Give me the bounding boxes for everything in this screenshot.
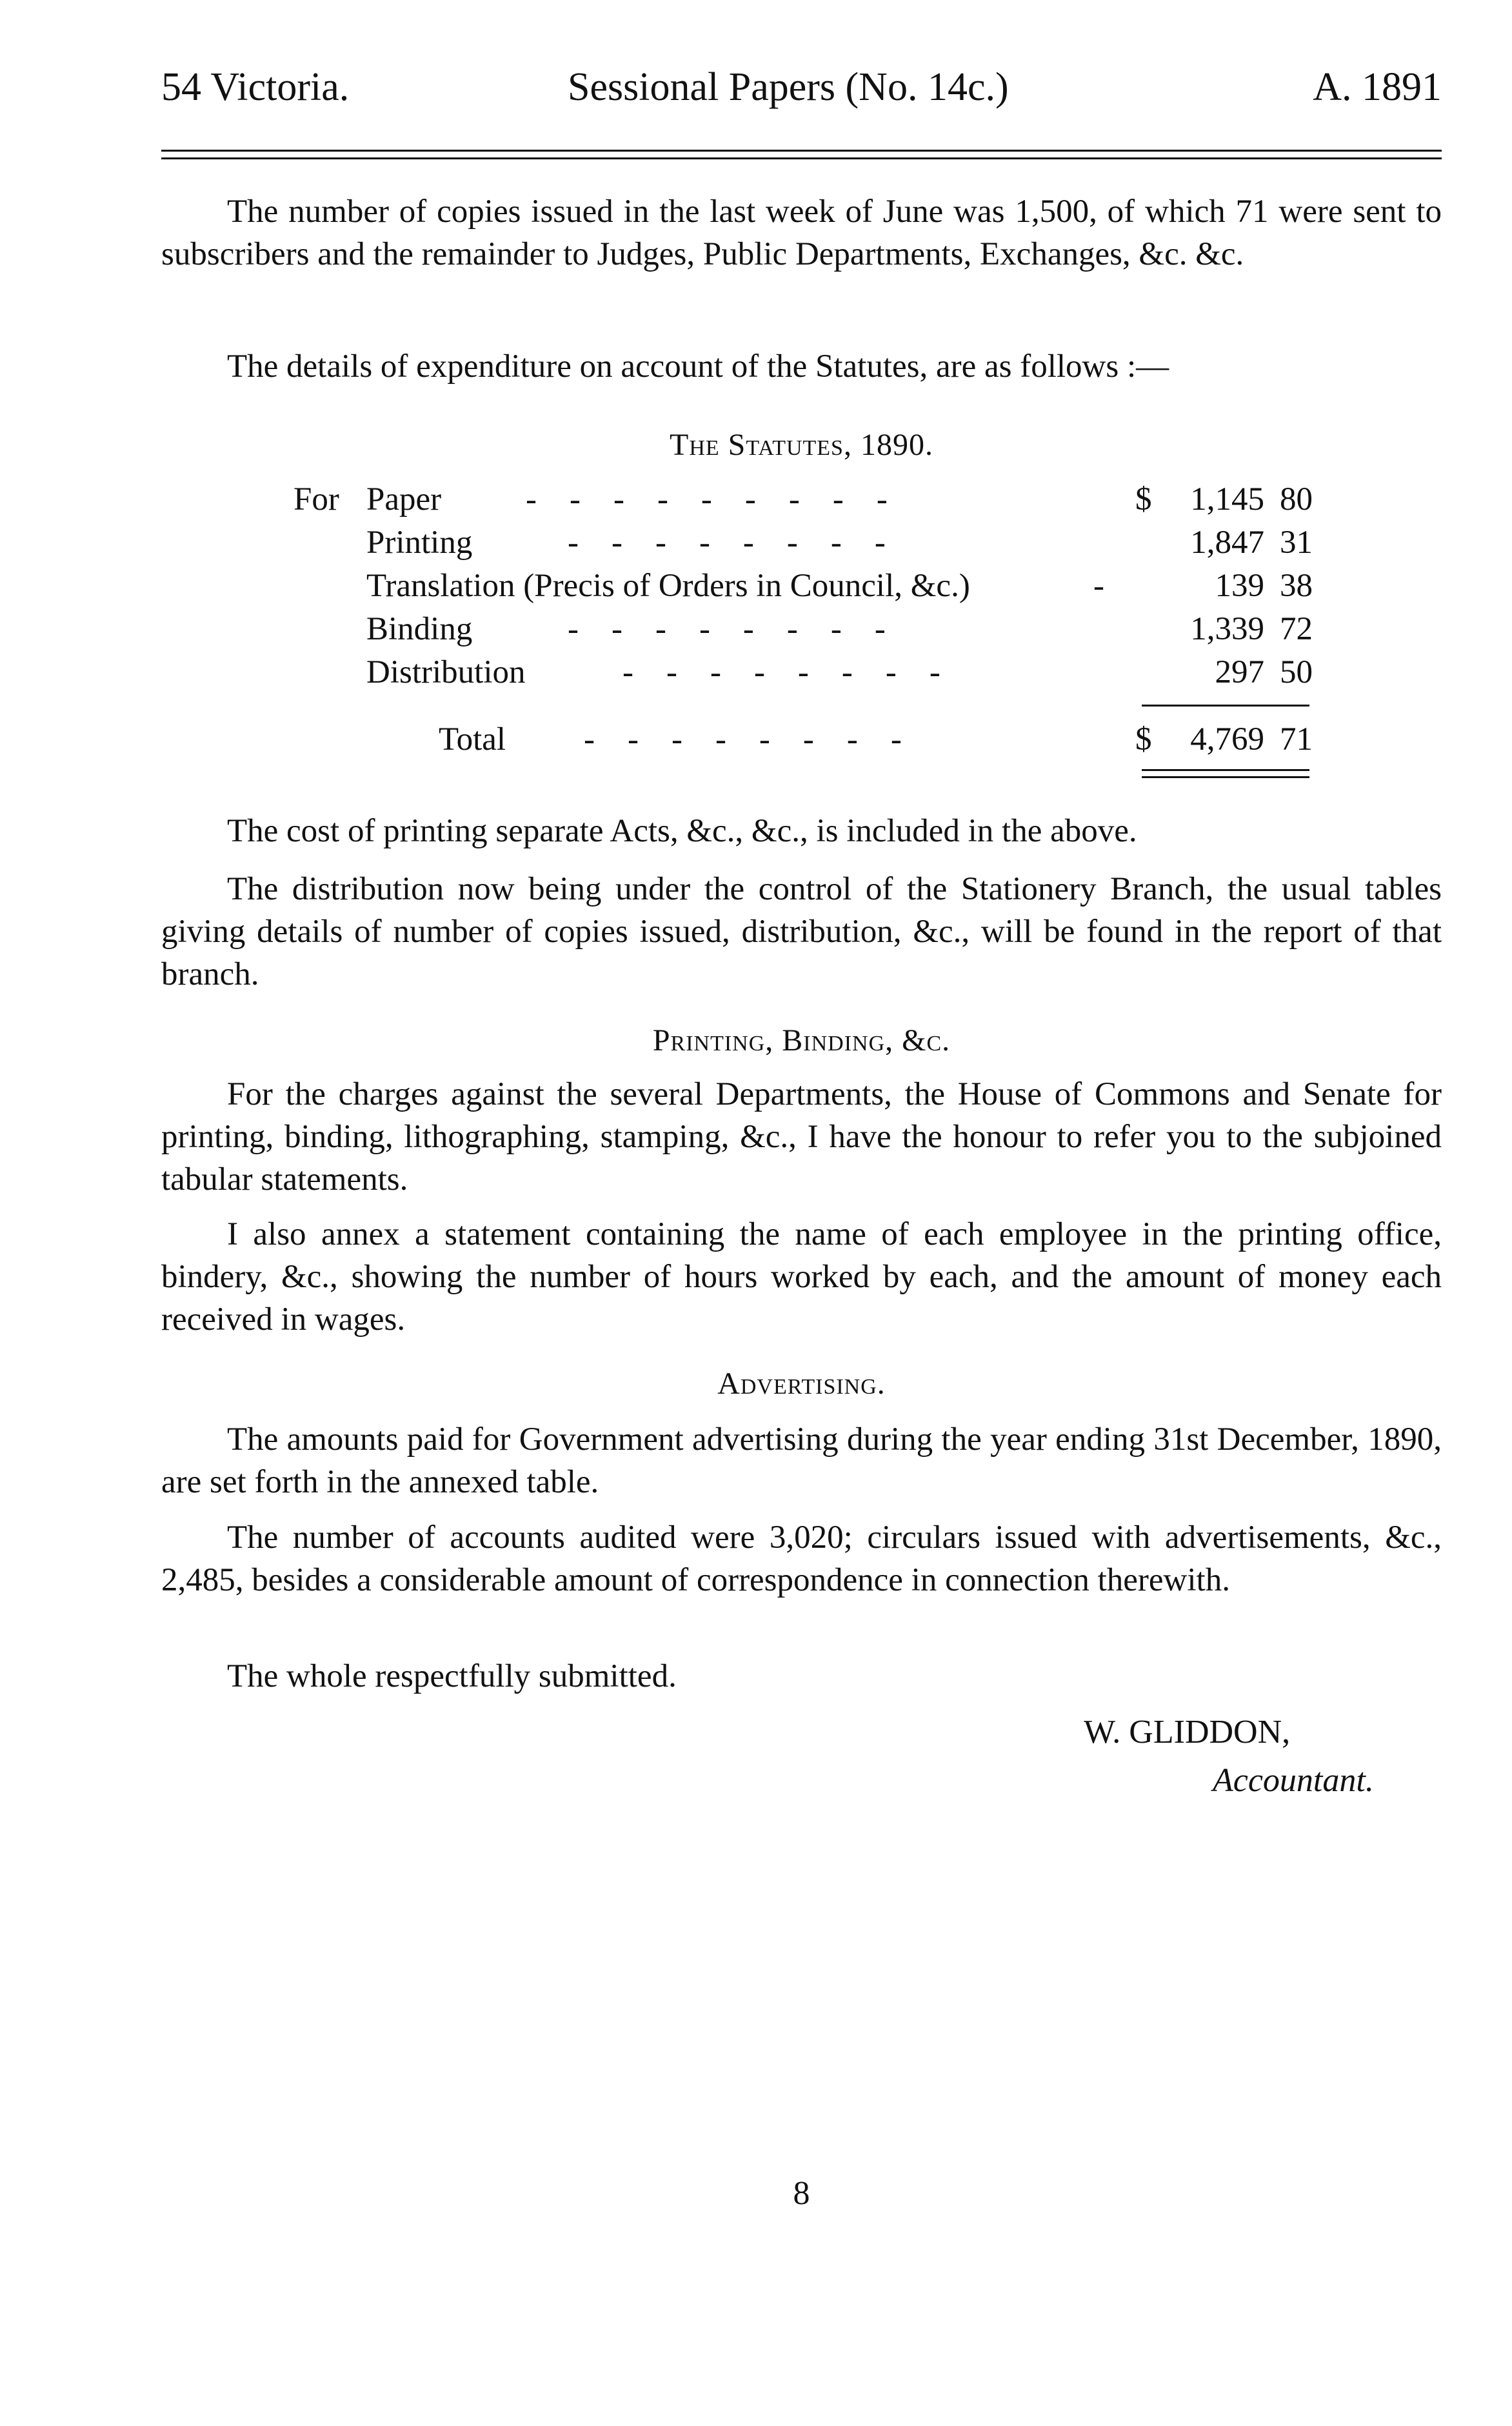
table-row-label: Translation (Precis of Orders in Council, &c.)	[366, 568, 970, 604]
dollar-sign: $	[1135, 721, 1152, 757]
total-amount: 4,769	[1190, 721, 1264, 757]
leader-dashes: - - - - - - - - -	[526, 481, 888, 517]
leader-dashes: - - - - - - - -	[568, 611, 886, 647]
paragraph-expenditure-intro: The details of expenditure on account of the Statutes, are as follows :—	[227, 348, 1169, 385]
subtotal-rule	[1142, 705, 1309, 707]
paragraph-submitted: The whole respectfully submitted.	[227, 1658, 677, 1694]
table-row-amount: 1,847	[1190, 525, 1264, 561]
table-row-cents: 50	[1280, 654, 1313, 690]
header-right: A. 1891	[1313, 65, 1442, 109]
total-label: Total	[439, 721, 506, 757]
signature-title: Accountant.	[1213, 1762, 1374, 1799]
table-row-label: Printing	[366, 525, 473, 561]
paragraph-distribution: The distribution now being under the control of the Stationery Branch, the usual tables giving details of number of copies issued, distribution, &c., will be found in the report of that branch.	[161, 871, 1442, 992]
dollar-sign: $	[1135, 481, 1152, 517]
total-rule-top	[1142, 769, 1309, 771]
leader-dashes: - - - - - - - -	[622, 654, 940, 690]
heading-printing: Printing, Binding, &c.	[652, 1023, 951, 1058]
table-row-label: Distribution	[366, 654, 526, 690]
paragraph-accounts-audited: The number of accounts audited were 3,020; circulars issued with advertisements, &c., 2,485, besides a considerable amount of correspondence in connection therewith.	[161, 1519, 1442, 1598]
paragraph-employee-statement: I also annex a statement containing the name of each employee in the printing office, bindery, &c., showing the number of hours worked by each, and the amount of money each received in wages.	[161, 1216, 1442, 1338]
header-center: Sessional Papers (No. 14c.)	[568, 65, 1009, 109]
running-header	[161, 65, 1442, 116]
signature-name: W. GLIDDON,	[1084, 1714, 1291, 1750]
table-row-label: Paper	[366, 481, 442, 517]
table-row-amount: 297	[1215, 654, 1264, 690]
total-cents: 71	[1280, 721, 1313, 757]
heading-advertising: Advertising.	[717, 1367, 886, 1401]
table-row-amount: 1,339	[1190, 611, 1264, 647]
table-row-amount: 139	[1215, 568, 1264, 604]
total-rule-bottom	[1142, 776, 1309, 778]
paragraph-advertising-amounts: The amounts paid for Government advertising during the year ending 31st December, 1890, are set forth in the annexed table.	[161, 1421, 1442, 1500]
page-number: 8	[793, 2175, 810, 2212]
leader-dashes: -	[1093, 568, 1104, 604]
leader-dashes: - - - - - - - -	[584, 721, 902, 757]
table-row-cents: 72	[1280, 611, 1313, 647]
table-row-cents: 31	[1280, 525, 1313, 561]
table-prefix: For	[293, 481, 339, 517]
paragraph-separate-acts: The cost of printing separate Acts, &c., &c., is included in the above.	[227, 813, 1137, 849]
table-row-amount: 1,145	[1190, 481, 1264, 517]
header-rule-top	[161, 150, 1442, 152]
header-rule-bottom	[161, 157, 1442, 159]
table-row-cents: 80	[1280, 481, 1313, 517]
paragraph-copies-issued: The number of copies issued in the last week of June was 1,500, of which 71 were sent to subscribers and the remainder to Judges, Public Departments, Exchanges, &c. &c.	[161, 194, 1442, 272]
header-left: 54 Victoria.	[161, 65, 350, 109]
table-title: The Statutes, 1890.	[670, 428, 933, 462]
paragraph-charges: For the charges against the several Departments, the House of Commons and Senate for printing, binding, lithographing, stamping, &c., I have the honour to refer you to the subjoined tabular statements.	[161, 1076, 1442, 1198]
table-row-cents: 38	[1280, 568, 1313, 604]
table-row-label: Binding	[366, 611, 473, 647]
leader-dashes: - - - - - - - -	[568, 525, 886, 561]
